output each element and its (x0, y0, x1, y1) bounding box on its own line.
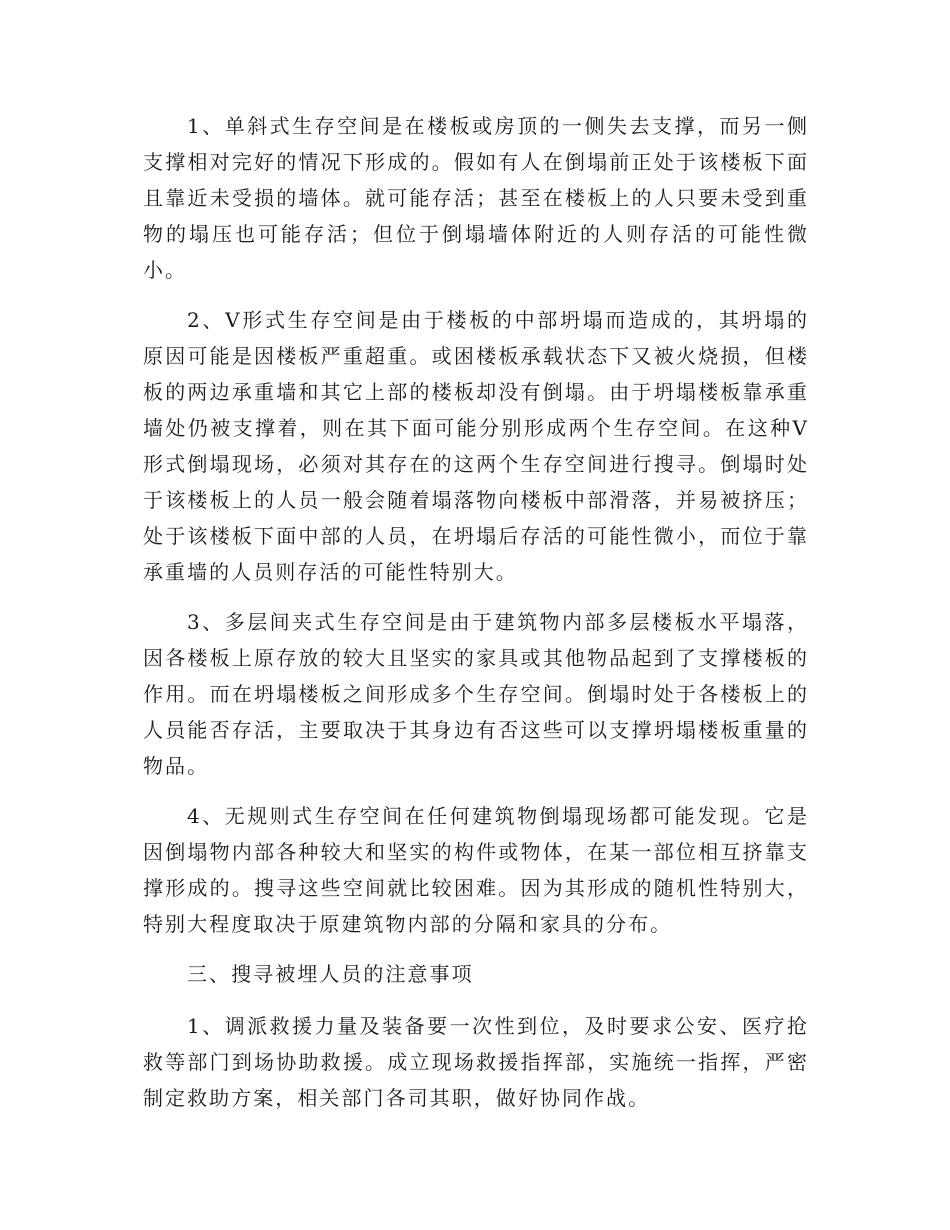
paragraph-v-shape-space: 2、V形式生存空间是由于楼板的中部坍塌而造成的，其坍塌的原因可能是因楼板严重超重。或困楼板承载状态下又被火烧损，但楼板的两边承重墙和其它上部的楼板却没有倒塌。由于坍塌楼板靠承重墙处仍被支撑着，则在其下面可能分别形成两个生存空间。在这种V形式倒塌现场，必须对其存在的这两个生存空间进行搜寻。倒塌时处于该楼板上的人员一般会随着塌落物向楼板中部滑落，并易被挤压；处于该楼板下面中部的人员，在坍塌后存活的可能性微小，而位于靠承重墙的人员则存活的可能性特别大。 (143, 308, 809, 584)
paragraph-irregular-space: 4、无规则式生存空间在任何建筑物倒塌现场都可能发现。它是因倒塌物内部各种较大和坚实的构件或物体，在某一部位相互挤靠支撑形成的。搜寻这些空间就比较困难。因为其形成的随机性特别大，特别大程度取决于原建筑物内部的分隔和家具的分布。 (143, 804, 809, 936)
document-body (143, 108, 809, 1130)
section-heading-search-precautions: 三、搜寻被埋人员的注意事项 (187, 962, 474, 986)
paragraph-single-slope-space: 1、单斜式生存空间是在楼板或房顶的一侧失去支撑，而另一侧支撑相对完好的情况下形成的。假如有人在倒塌前正处于该楼板下面且靠近未受损的墙体。就可能存活；甚至在楼板上的人只要未受到重物的塌压也可能存活；但位于倒塌墙体附近的人则存活的可能性微小。 (143, 114, 809, 282)
paragraph-multi-layer-space: 3、多层间夹式生存空间是由于建筑物内部多层楼板水平塌落，因各楼板上原存放的较大且坚实的家具或其他物品起到了支撑楼板的作用。而在坍塌楼板之间形成多个生存空间。倒塌时处于各楼板上的人员能否存活，主要取决于其身边有否这些可以支撑坍塌楼板重量的物品。 (143, 610, 809, 778)
paragraph-rescue-force-dispatch: 1、调派救援力量及装备要一次性到位，及时要求公安、医疗抢救等部门到场协助救援。成立现场救援指挥部，实施统一指挥，严密制定救助方案，相关部门各司其职，做好协同作战。 (143, 1014, 809, 1110)
